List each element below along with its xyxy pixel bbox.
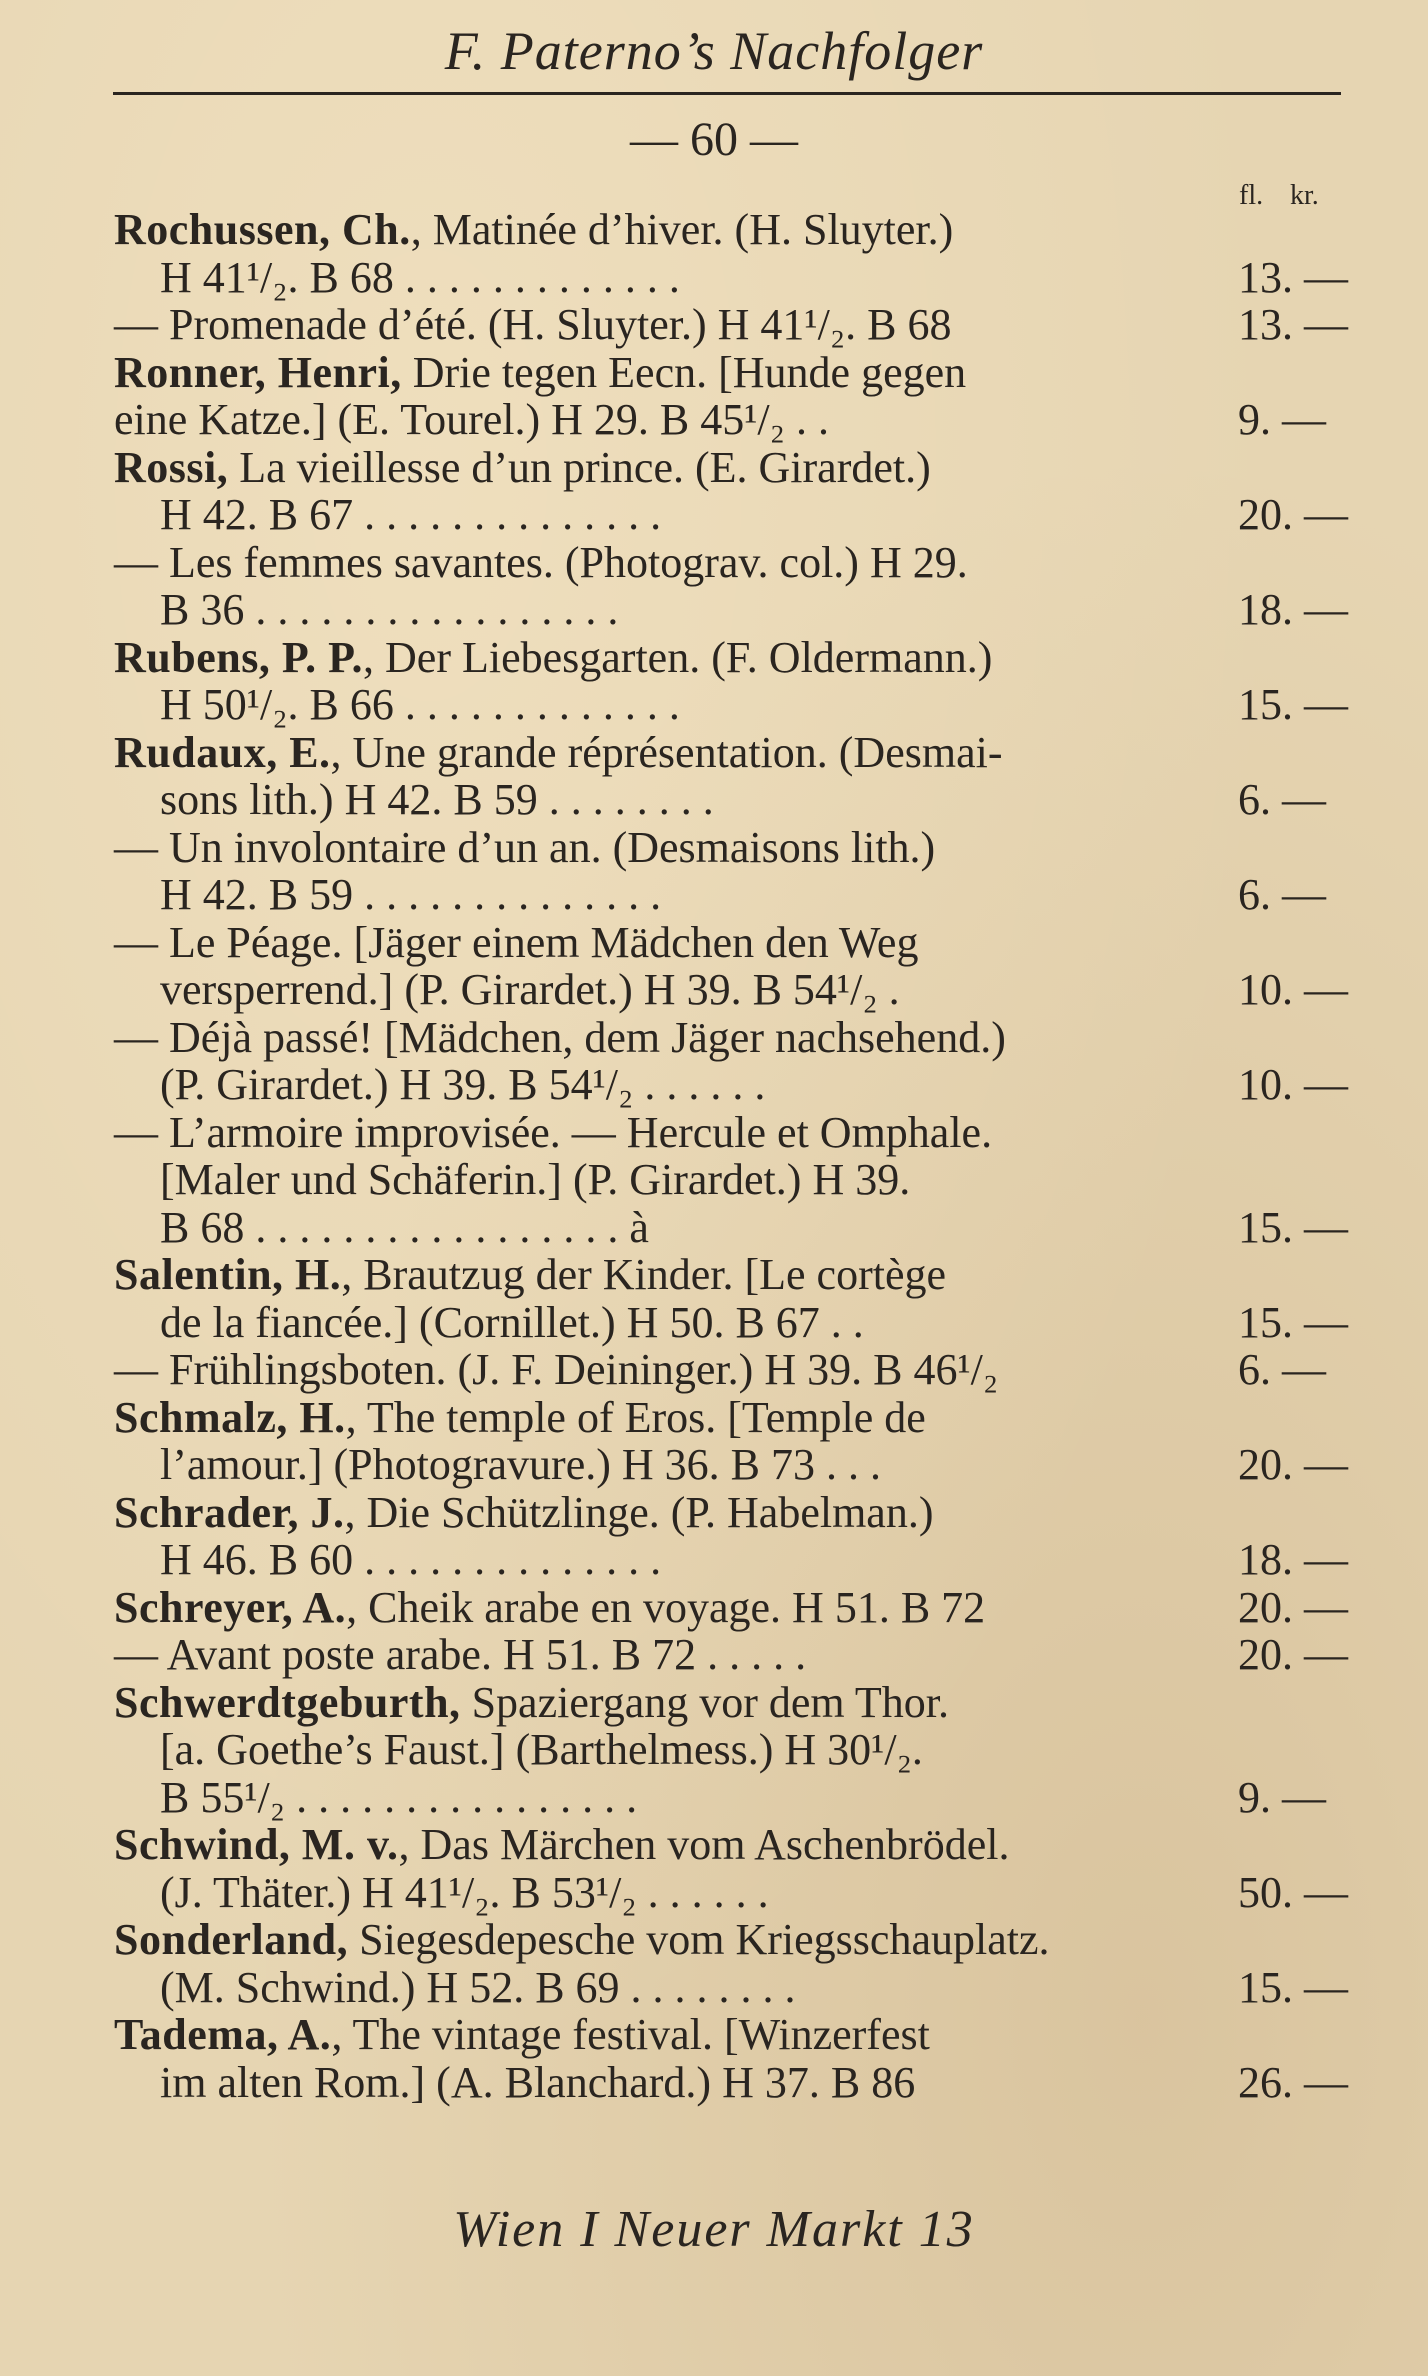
- catalog-line: [114, 871, 1344, 919]
- catalog-line-text: [114, 444, 931, 492]
- artist-name: Ronner, Henri,: [114, 347, 402, 397]
- catalog-line: [114, 1679, 1344, 1727]
- entry-price: 15. —: [1238, 1202, 1348, 1252]
- catalog-line-text: [114, 349, 966, 397]
- entry-price: 20. —: [1238, 1440, 1348, 1489]
- catalog-line: [114, 1014, 1344, 1062]
- artist-name: Salentin, H.: [114, 1250, 342, 1299]
- entry-price: 15. —: [1238, 1962, 1348, 2012]
- entry-description: — Le Péage. [Jäger einem Mädchen den Weg: [114, 917, 919, 967]
- artist-name: Rubens, P. P.: [114, 632, 364, 682]
- catalog-line-text: [160, 1061, 765, 1109]
- catalog-line: [114, 349, 1344, 397]
- catalog-line-text: [160, 1204, 649, 1252]
- catalog-line-text: [160, 1299, 864, 1347]
- header-rule: [113, 92, 1341, 95]
- catalog-line: [114, 490, 1348, 539]
- entry-description: , The vintage festival. [Winzerfest: [331, 2010, 930, 2059]
- catalog-line-text: [114, 729, 1003, 777]
- catalog-line-text: [114, 1394, 926, 1442]
- catalog-line: [114, 729, 1344, 777]
- entry-description: , Une grande réprésentation. (Desmai-: [330, 727, 1003, 777]
- artist-name: Schmalz, H.: [114, 1392, 346, 1442]
- catalog-line: [114, 824, 1344, 872]
- catalog-line-text: [160, 776, 714, 824]
- entry-description: l’amour.] (Photogravure.) H 36. B 73 . . .: [160, 1440, 881, 1489]
- entry-description: de la fiancée.] (Cornillet.) H 50. B 67 . .: [160, 1297, 864, 1347]
- catalog-line-text: [114, 206, 953, 254]
- entry-description: , Das Märchen vom Aschenbrödel.: [398, 1820, 1010, 1869]
- entry-price: 18. —: [1238, 1535, 1348, 1584]
- entry-price: 13. —: [1238, 252, 1348, 302]
- catalog-line: [114, 919, 1344, 967]
- catalog-line: [114, 634, 1344, 682]
- catalog-line-text: [114, 1346, 998, 1394]
- catalog-line-text: [114, 1251, 946, 1299]
- artist-name: Rossi,: [114, 442, 229, 492]
- catalog-line-text: [114, 1821, 1009, 1869]
- catalog-line: [114, 585, 1348, 634]
- entry-description: , Der Liebesgarten. (F. Oldermann.): [363, 632, 993, 682]
- catalog-line: [114, 965, 1348, 1014]
- catalog-line: [114, 252, 1348, 302]
- entry-description: (P. Girardet.) H 39. B 54¹/₂ . . . . . .: [160, 1060, 766, 1109]
- entry-description: — Un involontaire d’un an. (Desmaisons lith.): [114, 822, 936, 872]
- catalog-line-text: [114, 919, 918, 967]
- catalog-line: [114, 1297, 1348, 1347]
- entry-description: H 42. B 67 . . . . . . . . . . . . . .: [160, 490, 662, 539]
- catalog-line-text: [160, 2059, 915, 2107]
- entry-price: 50. —: [1238, 1867, 1348, 1917]
- catalog-line-text: [160, 1536, 661, 1584]
- artist-name: Rochussen, Ch.: [114, 205, 411, 254]
- catalog-line-text: [114, 1489, 933, 1537]
- entry-price: 20. —: [1238, 490, 1348, 539]
- catalog-line: [114, 1962, 1348, 2012]
- catalog-line: [114, 444, 1344, 492]
- entry-price: 9. —: [1238, 395, 1326, 444]
- artist-name: Tadema, A.: [114, 2010, 332, 2059]
- catalog-line-text: [114, 1109, 992, 1157]
- entry-description: sons lith.) H 42. B 59 . . . . . . . .: [160, 775, 714, 824]
- catalog-line: [114, 206, 1344, 254]
- catalog-line: [114, 1774, 1344, 1822]
- entry-description: — Déjà passé! [Mädchen, dem Jäger nachsehend.): [114, 1012, 1006, 1062]
- entry-price: 26. —: [1238, 2057, 1348, 2107]
- catalog-line-text: [160, 871, 661, 919]
- artist-name: Schwind, M. v.: [114, 1820, 399, 1869]
- catalog-line-text: [114, 1916, 1049, 1964]
- catalog-line: [114, 1630, 1348, 1679]
- catalog-line: [114, 1440, 1348, 1489]
- entry-price: 15. —: [1238, 1297, 1348, 1347]
- entry-description: eine Katze.] (E. Tourel.) H 29. B 45¹/₂ . .: [114, 395, 829, 444]
- catalog-line-text: [160, 586, 618, 634]
- catalog-line-text: [160, 1869, 769, 1917]
- catalog-line-text: [160, 1964, 796, 2012]
- catalog-line: [114, 1821, 1344, 1869]
- entry-price: 6. —: [1238, 1345, 1326, 1394]
- entry-description: Drie tegen Eecn. [Hunde gegen: [401, 347, 967, 397]
- entry-description: — Les femmes savantes. (Photograv. col.) H 29.: [114, 537, 968, 587]
- entry-price: 10. —: [1238, 965, 1348, 1014]
- column-head-fl: fl.: [1239, 180, 1264, 211]
- entry-price: 10. —: [1238, 1060, 1348, 1109]
- catalog-line-text: [160, 491, 661, 539]
- entry-description: B 36 . . . . . . . . . . . . . . . . .: [160, 585, 619, 634]
- catalog-line: [114, 1394, 1344, 1442]
- entry-description: — Avant poste arabe. H 51. B 72 . . . . .: [114, 1630, 807, 1679]
- catalog-line: [114, 396, 1344, 444]
- entry-price: 15. —: [1238, 680, 1348, 729]
- entry-description: [a. Goethe’s Faust.] (Barthelmess.) H 30¹/₂.: [160, 1725, 923, 1774]
- catalog-line-text: [114, 1584, 985, 1632]
- entry-price: 13. —: [1238, 300, 1348, 349]
- catalog-line: [114, 1867, 1348, 1917]
- catalog-line: [114, 1535, 1348, 1584]
- catalog-line: [114, 2011, 1344, 2059]
- catalog-line-text: [160, 1441, 881, 1489]
- catalog-line: [114, 1202, 1348, 1252]
- column-head-kr: kr.: [1290, 180, 1319, 211]
- catalog-line-text: [114, 1631, 806, 1679]
- entry-description: H 41¹/₂. B 68 . . . . . . . . . . . . .: [160, 252, 680, 302]
- catalog-entries: [114, 205, 1348, 2107]
- catalog-line: [114, 1156, 1344, 1204]
- catalog-line: [114, 1916, 1344, 1964]
- catalog-line-text: [160, 1774, 637, 1822]
- entry-description: Siegesdepesche vom Kriegsschauplatz.: [348, 1915, 1050, 1964]
- catalog-line-text: [114, 301, 952, 349]
- entry-price: 6. —: [1238, 870, 1326, 919]
- entry-description: H 42. B 59 . . . . . . . . . . . . . .: [160, 870, 662, 919]
- catalog-line: [114, 1060, 1348, 1109]
- catalog-line: [114, 1346, 1344, 1394]
- page-number: — 60 —: [630, 113, 798, 166]
- entry-description: , The temple of Eros. [Temple de: [345, 1392, 926, 1442]
- catalog-line-text: [160, 254, 680, 302]
- catalog-line-text: [114, 1014, 1006, 1062]
- entry-description: , Brautzug der Kinder. [Le cortège: [341, 1250, 947, 1299]
- catalog-line: [114, 300, 1348, 349]
- entry-description: (J. Thäter.) H 41¹/₂. B 53¹/₂ . . . . . .: [160, 1867, 769, 1917]
- catalog-line: [114, 1251, 1344, 1299]
- artist-name: Rudaux, E.: [114, 727, 331, 777]
- entry-description: versperrend.] (P. Girardet.) H 39. B 54¹/₂ .: [160, 965, 900, 1014]
- page-header-title: F. Paterno’s Nachfolger: [444, 21, 984, 81]
- catalog-line-text: [114, 539, 968, 587]
- entry-description: im alten Rom.] (A. Blanchard.) H 37. B 86: [160, 2057, 916, 2107]
- artist-name: Schrader, J.: [114, 1487, 345, 1537]
- entry-description: — L’armoire improvisée. — Hercule et Omphale.: [114, 1107, 993, 1157]
- catalog-line-text: [160, 681, 680, 729]
- catalog-line: [114, 2057, 1348, 2107]
- entry-price: 9. —: [1238, 1772, 1326, 1822]
- catalog-line: [114, 1726, 1344, 1774]
- entry-description: Spaziergang vor dem Thor.: [460, 1677, 949, 1727]
- entry-price: 18. —: [1238, 585, 1348, 634]
- entry-description: B 68 . . . . . . . . . . . . . . . . . à: [160, 1202, 649, 1252]
- entry-price: 20. —: [1238, 1630, 1348, 1679]
- entry-description: [Maler und Schäferin.] (P. Girardet.) H 39.: [160, 1155, 911, 1204]
- catalog-line-text: [114, 824, 935, 872]
- catalog-line: [114, 776, 1344, 824]
- catalog-line: [114, 539, 1344, 587]
- artist-name: Sonderland,: [114, 1915, 349, 1964]
- entry-description: H 50¹/₂. B 66 . . . . . . . . . . . . .: [160, 680, 680, 729]
- entry-price: 6. —: [1238, 775, 1326, 824]
- catalog-line-text: [114, 2011, 930, 2059]
- catalog-line-text: [160, 1726, 923, 1774]
- catalog-line-text: [114, 1679, 949, 1727]
- catalog-line: [114, 1489, 1344, 1537]
- entry-price: 20. —: [1238, 1582, 1348, 1632]
- entry-description: , Die Schützlinge. (P. Habelman.): [344, 1487, 934, 1537]
- entry-description: — Frühlingsboten. (J. F. Deininger.) H 39. B 46¹/₂: [114, 1345, 999, 1394]
- entry-description: B 55¹/₂ . . . . . . . . . . . . . . . .: [160, 1772, 638, 1822]
- entry-description: La vieillesse d’un prince. (E. Girardet.): [228, 442, 931, 492]
- entry-description: , Matinée d’hiver. (H. Sluyter.): [410, 205, 954, 254]
- entry-description: — Promenade d’été. (H. Sluyter.) H 41¹/₂. B 68: [114, 300, 952, 349]
- artist-name: Schreyer, A.: [114, 1582, 347, 1632]
- catalog-line-text: [114, 396, 829, 444]
- catalog-line: [114, 1582, 1348, 1632]
- entry-description: H 46. B 60 . . . . . . . . . . . . . .: [160, 1535, 662, 1584]
- artist-name: Schwerdtgeburth,: [114, 1677, 461, 1727]
- catalog-line-text: [160, 1156, 910, 1204]
- catalog-line-text: [114, 634, 992, 682]
- catalog-line: [114, 1109, 1344, 1157]
- catalog-line-text: [160, 966, 900, 1014]
- entry-description: , Cheik arabe en voyage. H 51. B 72: [346, 1582, 986, 1632]
- catalog-line: [114, 680, 1348, 729]
- entry-description: (M. Schwind.) H 52. B 69 . . . . . . . .: [160, 1962, 796, 2012]
- page-footer-address: Wien I Neuer Markt 13: [453, 2201, 975, 2258]
